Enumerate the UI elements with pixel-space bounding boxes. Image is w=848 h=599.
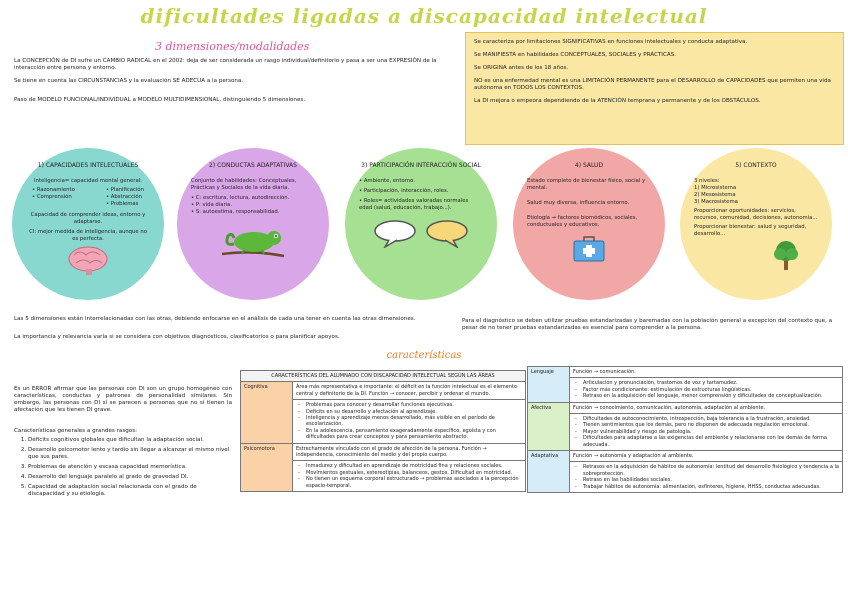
intro-paragraph: Se tiene en cuenta las CIRCUNSTANCIAS y la evaluación SE ADECUA a la persona. bbox=[14, 78, 244, 84]
circle-text: CI: mejor medida de inteligencia, aunque no es perfecta. bbox=[29, 228, 147, 242]
area-bullet: - Retrasos en la adquisición de hábitos de autonomía: lentitud del desarrollo fisiológico y tendencia a la sobreprotección. bbox=[573, 464, 839, 477]
dimension-circle-participacion bbox=[345, 148, 497, 300]
definition-line: La DI mejora o empeora dependiendo de la ATENCIÓN temprana y permanente y de los OBSTÁCULOS. bbox=[474, 98, 761, 104]
table-row bbox=[528, 367, 843, 378]
area-bullet: - Dificultades de autoconocimiento, introspección, baja tolerancia a la frustración, ansiedad. bbox=[573, 416, 839, 422]
area-bullet: - Movimientos gestuales, estereotipias, balanceos, gestos. Dificultad en motricidad. bbox=[296, 470, 522, 476]
characteristic-item: 3. Problemas de atención y escasa capacidad memorística. bbox=[28, 464, 232, 471]
characteristics-title: características bbox=[386, 350, 462, 361]
area-label: Lenguaje bbox=[528, 367, 570, 403]
circle-text: Proporcionar bienestar: salud y seguridad, desarrollo... bbox=[694, 223, 807, 237]
area-bullet: - Retraso en las habilidades sociales. bbox=[573, 477, 839, 483]
definition-line: Se ORIGINA antes de los 18 años. bbox=[474, 65, 569, 71]
area-bullet: - Retraso en la adquisición del lenguaje, menor comprensión y dificultades de conceptualización. bbox=[573, 393, 839, 399]
circle-intro: 3 niveles: bbox=[694, 177, 720, 184]
area-bullet: - No tienen un esquema corporal estructurado → problemas asociados a la percepción espacio-temporal. bbox=[296, 476, 522, 489]
speech-bubbles-icon bbox=[371, 218, 471, 248]
area-bullets bbox=[570, 414, 843, 451]
area-intro: Estrechamente vinculado con el grado de afección de la persona. Función → independencia, conocimiento del medio y del propio cuerpo. bbox=[293, 443, 526, 461]
chameleon-icon bbox=[218, 220, 288, 262]
context-level: 3) Macrosistema bbox=[694, 198, 738, 205]
adaptive-item: • S: autoestima, responsabilidad. bbox=[191, 209, 315, 216]
circle-title: 2) CONDUCTAS ADAPTATIVAS bbox=[209, 162, 297, 169]
dimension-circle-salud bbox=[513, 148, 665, 300]
definition-line: Se MANIFIESTA en habilidades CONCEPTUALES, SOCIALES y PRÁCTICAS. bbox=[474, 52, 677, 58]
area-intro: Función → conocimiento, comunicación, autonomía, adaptación al ambiente. bbox=[570, 402, 843, 413]
brain-icon bbox=[66, 245, 110, 275]
areas-table-right bbox=[527, 366, 843, 493]
dimension-circle-capacidades bbox=[12, 148, 164, 300]
adaptive-item: • C: escritura, lectura, autodirección. bbox=[191, 195, 315, 202]
area-bullet: - Articulación y pronunciación, trastornos de voz y tartamudez. bbox=[573, 380, 839, 386]
first-aid-kit-icon bbox=[572, 235, 606, 263]
relevance-note: La importancia y relevancia varía si se considera con objetivos diagnósticos, clasificatorios o para planificar apoyos. bbox=[14, 334, 340, 340]
area-bullet: - Factor más condicionante: estimulación de estructuras lingüísticas. bbox=[573, 387, 839, 393]
circle-text: Estado completo de bienestar físico, social y mental. bbox=[527, 177, 646, 191]
participation-item: • Ambiente, entorno. bbox=[359, 178, 483, 185]
table-row bbox=[528, 414, 843, 451]
participation-item: • Roles= actividades valoradas normales edad (salud, educación, trabajo...). bbox=[359, 198, 483, 212]
circle-text: Proporcionar oportunidades: servicios, recursos, comunidad, decisiones, autonomía... bbox=[694, 207, 818, 221]
skill-item: • Razonamiento bbox=[32, 187, 75, 194]
area-intro: Función → autonomía y adaptación al ambiente. bbox=[570, 451, 843, 462]
intro-paragraph: Paso de MODELO FUNCIONAL/INDIVIDUAL a MODELO MULTIDIMENSIONAL, distinguiendo 5 dimensiones. bbox=[14, 97, 306, 103]
skill-item: • Planificación bbox=[106, 187, 144, 194]
circle-intro: Inteligencia= capacidad mental general: bbox=[34, 177, 142, 184]
area-bullet: - Dificultades para adaptarse a las exigencias del ambiente y relacionarse con los demás de forma adecuada. bbox=[573, 435, 839, 448]
area-bullet: - Inmadurez y dificultad en aprendizaje de motricidad fina y relaciones sociales. bbox=[296, 463, 522, 469]
characteristic-item: 2. Desarrollo psicomotor lento y tardío sin llegar a alcanzar el mismo nivel que sus pares. bbox=[28, 447, 232, 461]
dimension-circle-conductas bbox=[177, 148, 329, 300]
circle-text: Etiología → factores biomédicos, sociales, conductuales y educativos. bbox=[527, 214, 638, 228]
area-intro: Área más representativa e importante: el déficit en la función intelectual es el elemento central y definitorio de la DI. Función → conocer, percibir y ordenar el mundo. bbox=[293, 382, 526, 400]
circle-text: Salud muy diversa, influencia entorno. bbox=[527, 199, 630, 206]
intro-section bbox=[14, 58, 454, 104]
circle-title: 5) CONTEXTO bbox=[735, 162, 777, 169]
participation-item: • Participación, interacción, roles. bbox=[359, 188, 483, 195]
area-bullet: - Tienen sentimientos que los demás, pero no disponen de adecuada regulación emocional. bbox=[573, 422, 839, 428]
circle-intro: Conjunto de habilidades: Conceptuales, Prácticas y Sociales de la vida diaria. bbox=[191, 177, 297, 191]
characteristics-heading: Características generales a grandes rasgos: bbox=[14, 428, 138, 434]
characteristics-intro bbox=[14, 386, 232, 501]
characteristic-item: 1. Déficits cognitivos globales que dificultan la adaptación social. bbox=[28, 437, 232, 444]
area-bullet: - Problemas para conocer y desarrollar funciones ejecutivas. bbox=[296, 402, 522, 408]
area-bullets bbox=[293, 461, 526, 492]
page-title: dificultades ligadas a discapacidad intelectual bbox=[140, 4, 708, 28]
area-label: Adaptativa bbox=[528, 451, 570, 493]
interrelation-note: Las 5 dimensiones están interrelacionadas con las otras, debiendo enfocarse en el análisis de cada una tener en cuenta las otras dimensiones. bbox=[14, 316, 416, 322]
characteristics-paragraph: Es un ERROR afirmar que las personas con DI son un grupo homogéneo con características, conductas y patrones de personalidad similares. Sin embargo, las personas con DI sí se parecen a personas que no sí tienen la afectación que les tienen DI grave. bbox=[14, 386, 232, 413]
area-label: Psicomotora bbox=[241, 443, 293, 491]
adaptive-item: • P: vida diaria. bbox=[191, 202, 315, 209]
area-intro: Función → comunicación. bbox=[570, 367, 843, 378]
area-label: Afectiva bbox=[528, 402, 570, 450]
definition-box bbox=[465, 32, 844, 145]
skill-columns bbox=[32, 187, 144, 208]
diagnosis-note: Para el diagnóstico se deben utilizar pruebas estandarizadas y baremadas con la población general a excepción del contexto que, a pesar de no tener pruebas estandarizadas es esencial para comprender a la persona. bbox=[462, 318, 833, 331]
definition-line: Se caracteriza por limitaciones SIGNIFICATIVAS en funciones intelectuales y conducta adaptativa. bbox=[474, 39, 748, 45]
dimensions-subtitle: 3 dimensiones/modalidades bbox=[155, 40, 310, 53]
table-row bbox=[528, 451, 843, 462]
area-label: Cognitiva bbox=[241, 382, 293, 443]
tree-icon bbox=[773, 240, 799, 270]
area-bullet: - En la adolescencia, pensamiento exageradamente específico, egoísta y con dificultades para crear conceptos y para pensamiento abstracto. bbox=[296, 428, 522, 441]
circle-text: Capacidad de comprender ideas, entorno y adaptarse. bbox=[30, 211, 146, 225]
circle-title: 3) PARTICIPACIÓN INTERACCIÓN SOCIAL bbox=[361, 162, 481, 169]
area-bullet: - Mayor vulnerabilidad y riesgo de patología. bbox=[573, 429, 839, 435]
area-bullets bbox=[570, 462, 843, 493]
table-row bbox=[528, 462, 843, 493]
table-row bbox=[528, 378, 843, 402]
area-bullets bbox=[570, 378, 843, 402]
table-row bbox=[241, 443, 526, 461]
dimension-circle-contexto bbox=[680, 148, 832, 300]
definition-line: NO es una enfermedad mental es una LIMITACIÓN PERMANENTE para el DESARROLLO de CAPACIDADES que permiten una vida autónoma en TODOS LOS CONTEXTOS. bbox=[474, 78, 831, 91]
area-bullet: - Déficits en su desarrollo y afectación al aprendizaje. bbox=[296, 409, 522, 415]
area-bullet: - Inteligencia y aprendizaje menos desarrollado, más visible en el período de escolarización. bbox=[296, 415, 522, 428]
characteristic-item: 5. Capacidad de adaptación social relacionada con el grado de discapacidad y su etiología. bbox=[28, 484, 232, 498]
skill-item: • Problemas bbox=[106, 201, 144, 208]
intro-paragraph: La CONCEPCIÓN de DI sufre un CAMBIO RADICAL en el 2002: deja de ser considerada un rasgo individual/definitorio y pasa a ser una EXPRESIÓN de la interacción entre persona y entorno. bbox=[14, 58, 437, 71]
skill-item: • Abstracción bbox=[106, 194, 144, 201]
skill-item: • Comprensión bbox=[32, 194, 75, 201]
table-row bbox=[528, 402, 843, 413]
area-bullet: - Trabajar hábitos de autonomía: alimentación, esfínteres, higiene, HHSS, conductas adecuadas. bbox=[573, 484, 839, 490]
characteristic-item: 4. Desarrollo del lenguaje paralelo al grado de gravedad DI. bbox=[28, 474, 232, 481]
table-row bbox=[241, 382, 526, 400]
areas-table-left bbox=[240, 370, 526, 492]
table-header: CARACTERÍSTICAS DEL ALUMNADO CON DISCAPACIDAD INTELECTUAL SEGÚN LAS ÁREAS bbox=[241, 371, 526, 382]
area-bullets bbox=[293, 400, 526, 443]
context-level: 1) Microsistema bbox=[694, 184, 737, 191]
circle-title: 4) SALUD bbox=[574, 162, 604, 169]
circle-title: 1) CAPACIDADES INTELECTUALES bbox=[37, 162, 139, 169]
context-level: 2) Mesosistema bbox=[694, 191, 736, 198]
